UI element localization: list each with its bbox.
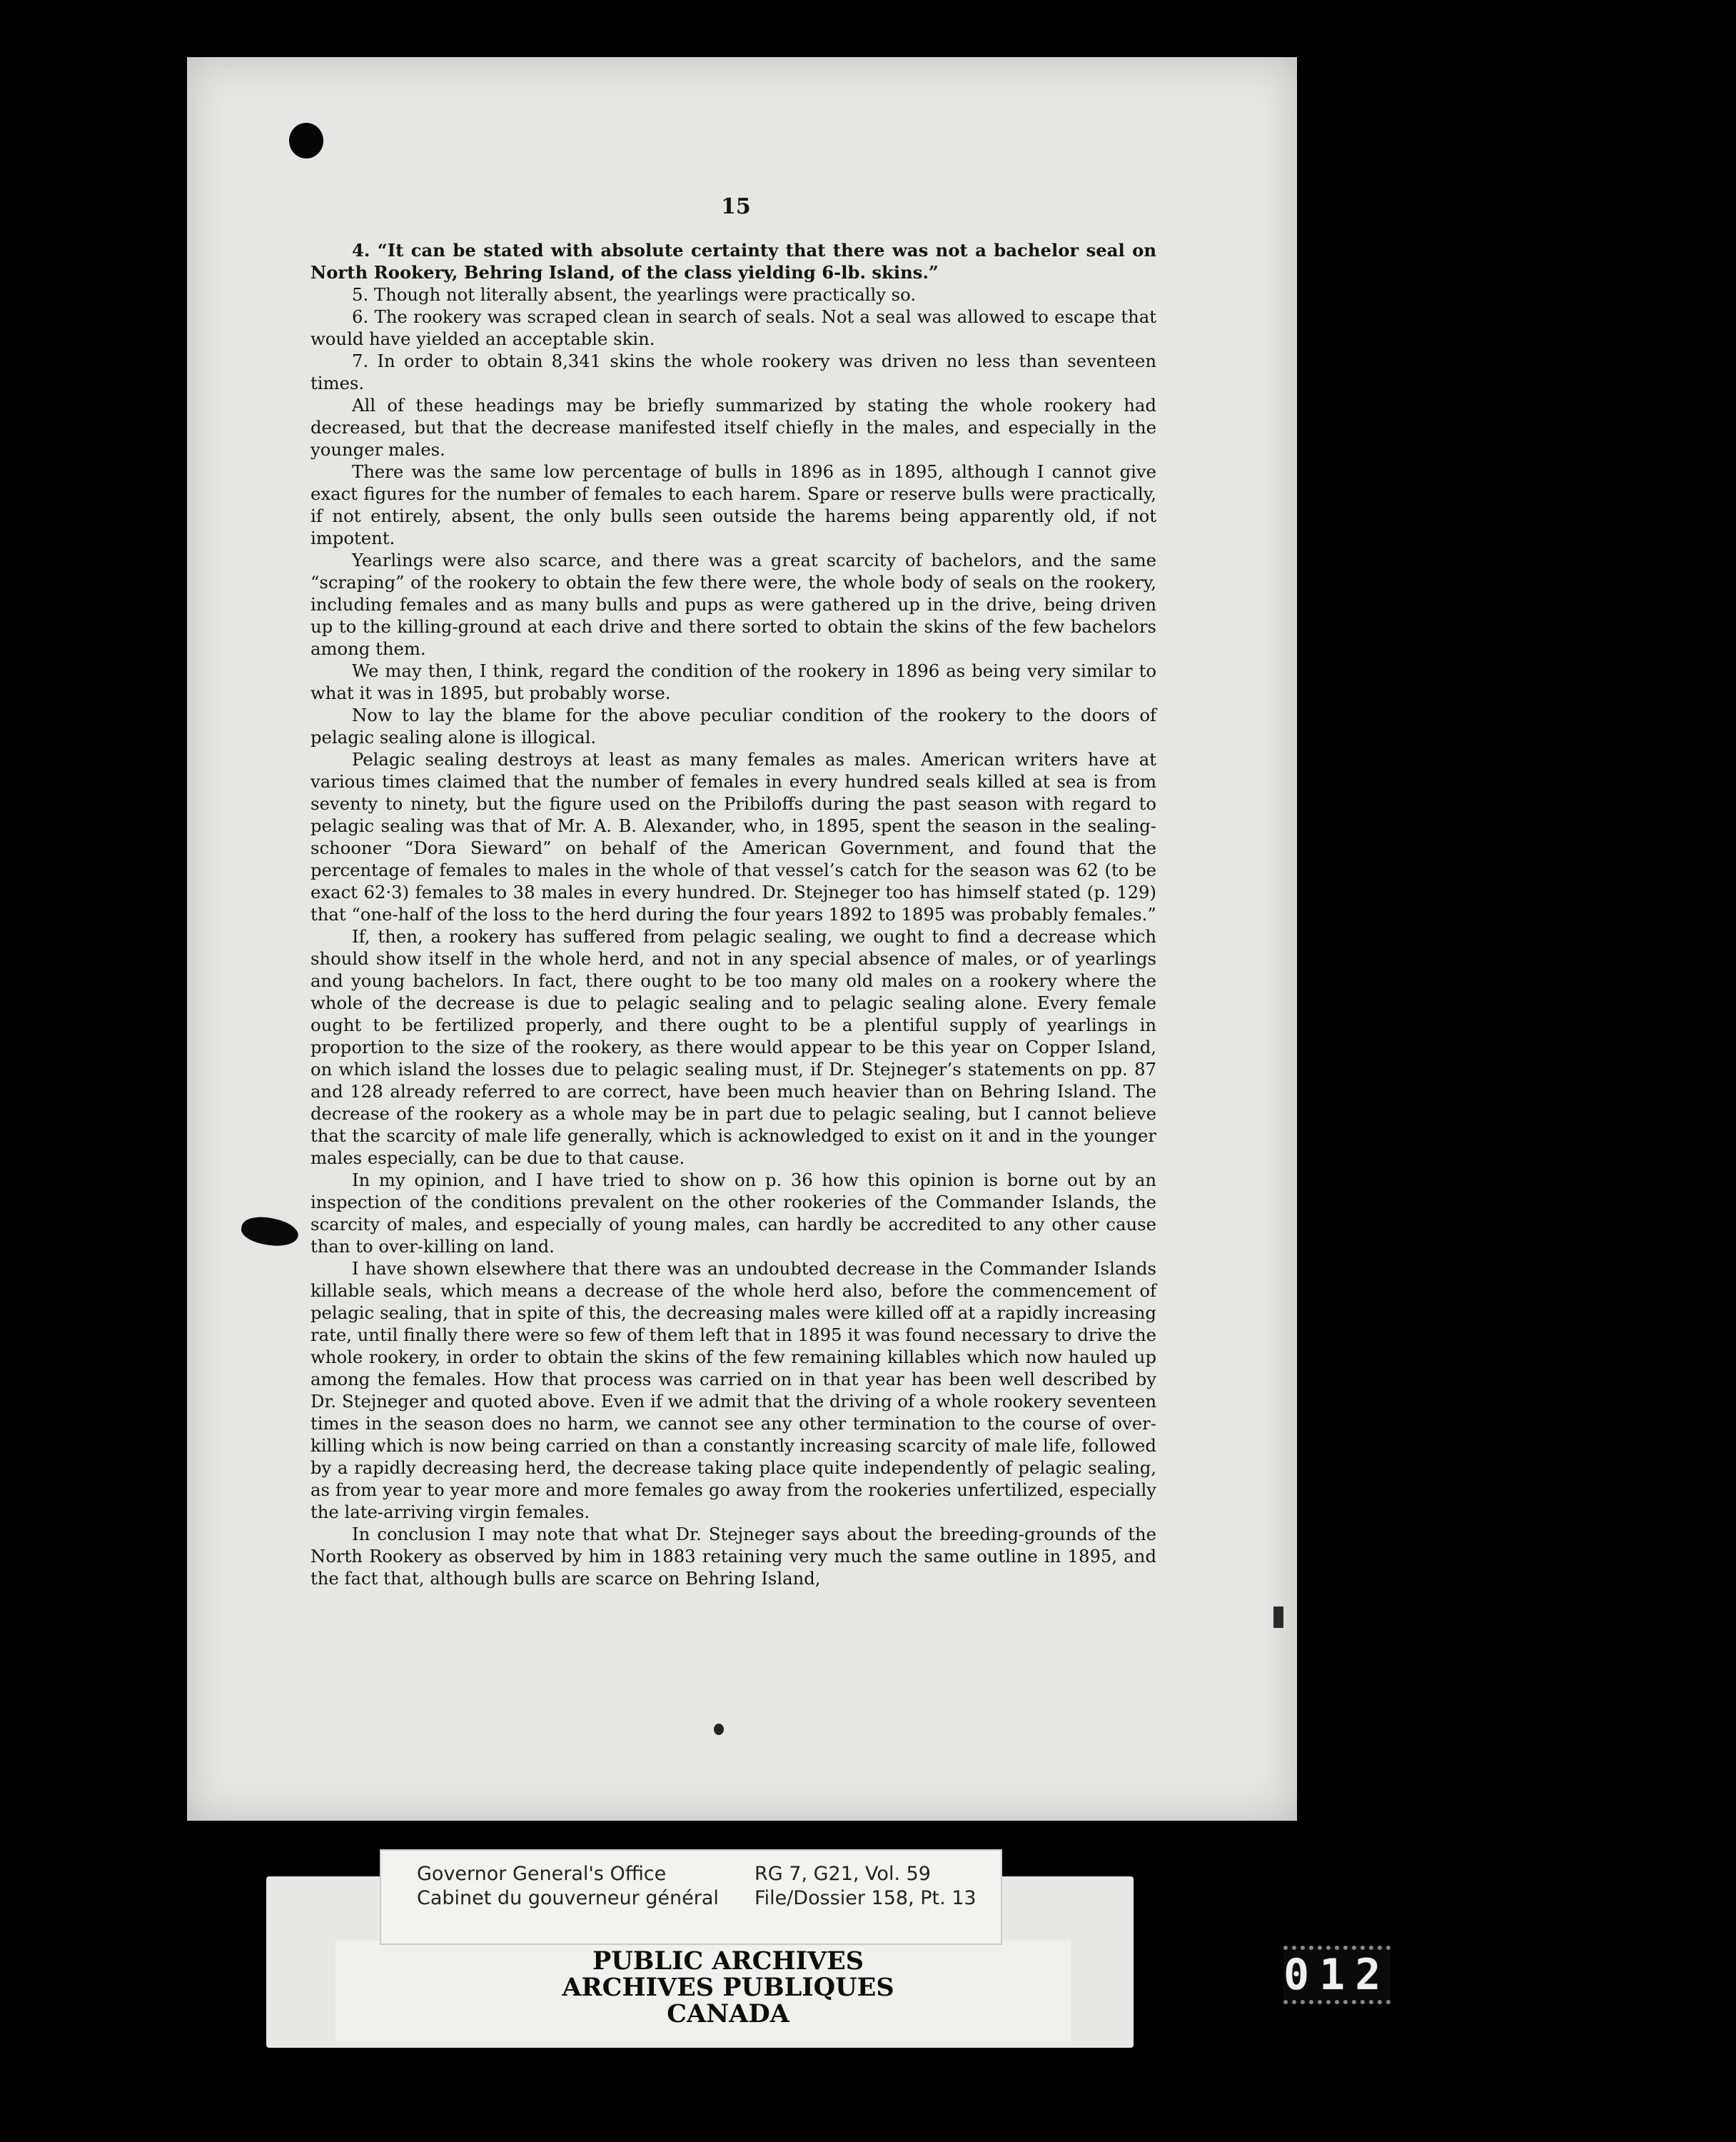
paragraph: If, then, a rookery has suffered from pelagic sealing, we ought to find a decrease which should show itself in the whole herd, and not in any special absence of males, or of yearlings and young bachelors. In fact, there ought to be too many old males on a rookery where the whole of the decrease is due to pelagic sealing and to pelagic sealing alone. Every female ought to be fertilized properly, and there ought to be a plentiful supply of yearlings in proportion to the size of the rookery, as there would appear to be this year on Copper Island, on which island the losses due to pelagic sealing must, if Dr. Stejneger’s statements on pp. 87 and 128 already referred to are correct, have been much heavier than on Behring Island. The decrease of the rookery as a whole may be in part due to pelagic sealing, but I cannot believe that the scarcity of male life generally, which is acknowledged to exist on it and in the younger males especially, can be due to that cause. xyxy=(311,926,1156,1168)
paragraph: Pelagic sealing destroys at least as many females as males. American writers have at various times claimed that the number of females in every hundred seals killed at sea is from seventy to ninety, but the figure used on the Pribiloffs during the past season with regard to pelagic sealing was that of Mr. A. B. Alexander, who, in 1895, spent the season in the sealing-schooner “Dora Sieward” on behalf of the American Government, and found that the percentage of females to males in the whole of that vessel’s catch for the season was 62 (to be exact 62·3) females to 38 males in every hundred. Dr. Stejneger too has himself stated (p. 129) that “one-half of the loss to the herd during the four years 1892 to 1895 was probably females.” xyxy=(311,749,1156,925)
archive-label-reference xyxy=(755,1862,976,1911)
paragraph: Yearlings were also scarce, and there was a great scarcity of bachelors, and the same “scraping” of the rookery to obtain the few there were, the whole body of seals on the rookery, including females and as many bulls and pups as were gathered up in the drive, being driven up to the killing-ground at each drive and there sorted to obtain the skins of the few bachelors among them. xyxy=(311,550,1156,659)
paragraph: 4. “It can be stated with absolute certainty that there was not a bachelor seal on North Rookery, Behring Island, of the class yielding 6-lb. skins.” xyxy=(311,240,1156,283)
paragraph: 6. The rookery was scraped clean in search of seals. Not a seal was allowed to escape that would have yielded an acceptable skin. xyxy=(311,306,1156,349)
frame-number: 012 xyxy=(1283,1946,1391,2004)
paragraph: There was the same low percentage of bulls in 1896 as in 1895, although I cannot give exact figures for the number of females to each harem. Spare or reserve bulls were practically, if not entirely, absent, the only bulls seen outside the harems being apparently old, if not impotent. xyxy=(311,461,1156,548)
paragraph: We may then, I think, regard the condition of the rookery in 1896 as being very similar to what it was in 1895, but probably worse. xyxy=(311,660,1156,703)
document-body xyxy=(311,239,1156,1589)
punch-hole xyxy=(289,123,323,159)
edge-mark xyxy=(1273,1606,1283,1628)
stamp-line-1: PUBLIC ARCHIVES xyxy=(592,1946,864,1976)
ink-dot xyxy=(714,1724,724,1735)
paragraph: 7. In order to obtain 8,341 skins the whole rookery was driven no less than seventeen times. xyxy=(311,351,1156,393)
paragraph: In conclusion I may note that what Dr. Stejneger says about the breeding-grounds of the North Rookery as observed by him in 1883 retaining very much the same outline in 1895, and the fact that, although bulls are scarce on Behring Island, xyxy=(311,1524,1156,1589)
office-fr: Cabinet du gouverneur général xyxy=(417,1887,719,1909)
paragraph: Now to lay the blame for the above peculiar condition of the rookery to the doors of pelagic sealing alone is illogical. xyxy=(311,705,1156,748)
paragraph: In my opinion, and I have tried to show on p. 36 how this opinion is borne out by an inspection of the conditions prevalent on the other rookeries of the Commander Islands, the scarcity of males, and especially of young males, can hardly be accredited to any other cause than to over-killing on land. xyxy=(311,1170,1156,1257)
archives-stamp xyxy=(478,1948,978,2027)
paragraph: I have shown elsewhere that there was an undoubted decrease in the Commander Islands killable seals, which means a decrease of the whole herd also, before the commencement of pelagic sealing, that in spite of this, the decreasing males were killed off at a rapidly increasing rate, until finally there were so few of them left that in 1895 it was found necessary to drive the whole rookery, in order to obtain the skins of the few remaining killables which now hauled up among the females. How that process was carried on in that year has been well described by Dr. Stejneger and quoted above. Even if we admit that the driving of a whole rookery seventeen times in the season does no harm, we cannot see any other termination to the course of over-killing which is now being carried on than a constantly increasing scarcity of male life, followed by a rapidly decreasing herd, the decrease taking place quite independently of pelagic sealing, as from year to year more and more females go away from the rookeries unfertilized, especially the late-arriving virgin females. xyxy=(311,1258,1156,1522)
file-reference: File/Dossier 158, Pt. 13 xyxy=(755,1887,976,1909)
archive-label-office xyxy=(417,1862,719,1911)
stamp-line-3: CANADA xyxy=(667,1999,789,2028)
paragraph: All of these headings may be briefly summarized by stating the whole rookery had decreased, but that the decrease manifested itself chiefly in the males, and especially in the younger males. xyxy=(311,395,1156,460)
paragraph: 5. Though not literally absent, the yearlings were practically so. xyxy=(352,284,917,305)
reference: RG 7, G21, Vol. 59 xyxy=(755,1863,931,1885)
archive-label xyxy=(380,1849,1002,1945)
office-en: Governor General's Office xyxy=(417,1863,667,1885)
stamp-line-2: ARCHIVES PUBLIQUES xyxy=(562,1973,894,2002)
page-number: 15 xyxy=(721,194,751,219)
